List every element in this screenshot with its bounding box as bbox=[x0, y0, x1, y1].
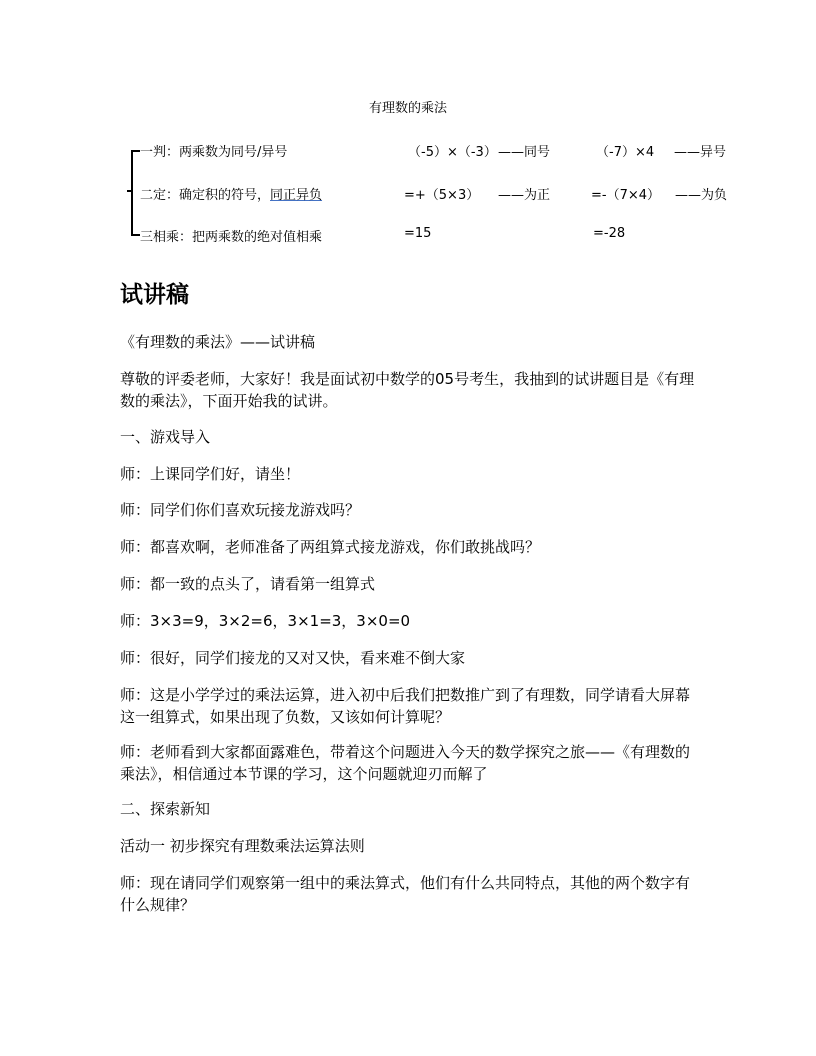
step-sign-result1: ——为正 bbox=[498, 188, 551, 203]
step-judge-result2: ——异号 bbox=[674, 145, 727, 160]
step-sign-label-prefix: 二定：确定积的符号， bbox=[140, 188, 271, 203]
step-multiply-label: 三相乘：把两乘数的绝对值相乘 bbox=[140, 230, 323, 245]
step-judge-label: 一判：两乘数为同号/异号 bbox=[140, 145, 288, 160]
paragraph: 师：这是小学学过的乘法运算，进入初中后我们把数推广到了有理数，同学请看大屏幕这一组算式，如果出现了负数，又该如何计算呢？ bbox=[120, 686, 691, 726]
paragraph: 一、游戏导入 bbox=[120, 428, 211, 446]
paragraph: 师：现在请同学们观察第一组中的乘法算式，他们有什么共同特点，其他的两个数字有什么规律？ bbox=[120, 874, 691, 914]
paragraph: 师：都喜欢啊，老师准备了两组算式接龙游戏，你们敢挑战吗？ bbox=[120, 538, 541, 556]
doc-title: 有理数的乘法 bbox=[368, 101, 447, 116]
paragraph: 师：3×3=9，3×2=6，3×1=3，3×0=0 bbox=[120, 612, 411, 630]
step-judge-result1: ——同号 bbox=[498, 145, 551, 160]
step-judge-expr2: （-7）×4 bbox=[596, 145, 655, 160]
step-sign-expr1: =+（5×3） bbox=[404, 188, 480, 203]
step-judge-expr1: （-5）×（-3） bbox=[408, 145, 497, 160]
paragraph: 尊敬的评委老师，大家好！我是面试初中数学的05号考生，我抽到的试讲题目是《有理数的乘法》，下面开始我的试讲。 bbox=[120, 370, 695, 410]
step-sign-result2: ——为负 bbox=[675, 188, 728, 203]
step-sign-expr2: =-（7×4） bbox=[591, 188, 661, 203]
step-sign-label bbox=[140, 184, 322, 203]
paragraph: 师：上课同学们好，请坐！ bbox=[120, 465, 301, 483]
bracket-mid-tick bbox=[127, 190, 133, 192]
step-multiply-expr1: =15 bbox=[404, 226, 432, 241]
step-multiply-expr2: =-28 bbox=[593, 226, 626, 241]
paragraph: 师：都一致的点头了，请看第一组算式 bbox=[120, 575, 376, 593]
bracket-bottom-tick bbox=[133, 234, 140, 236]
paragraph: 师：同学们你们喜欢玩接龙游戏吗？ bbox=[120, 501, 361, 519]
step-sign-label-rule: 同正异负 bbox=[270, 188, 323, 203]
paragraph: 师：很好，同学们接龙的又对又快，看来难不倒大家 bbox=[120, 649, 466, 667]
paragraph: 《有理数的乘法》——试讲稿 bbox=[120, 333, 316, 351]
bracket-top-tick bbox=[133, 150, 140, 152]
section-heading: 试讲稿 bbox=[120, 282, 189, 308]
paragraph: 师：老师看到大家都面露难色，带着这个问题进入今天的数学探究之旅——《有理数的乘法》，相信通过本节课的学习，这个问题就迎刃而解了 bbox=[120, 743, 691, 783]
paragraph: 活动一 初步探究有理数乘法运算法则 bbox=[120, 837, 365, 855]
paragraph: 二、探索新知 bbox=[120, 800, 211, 818]
